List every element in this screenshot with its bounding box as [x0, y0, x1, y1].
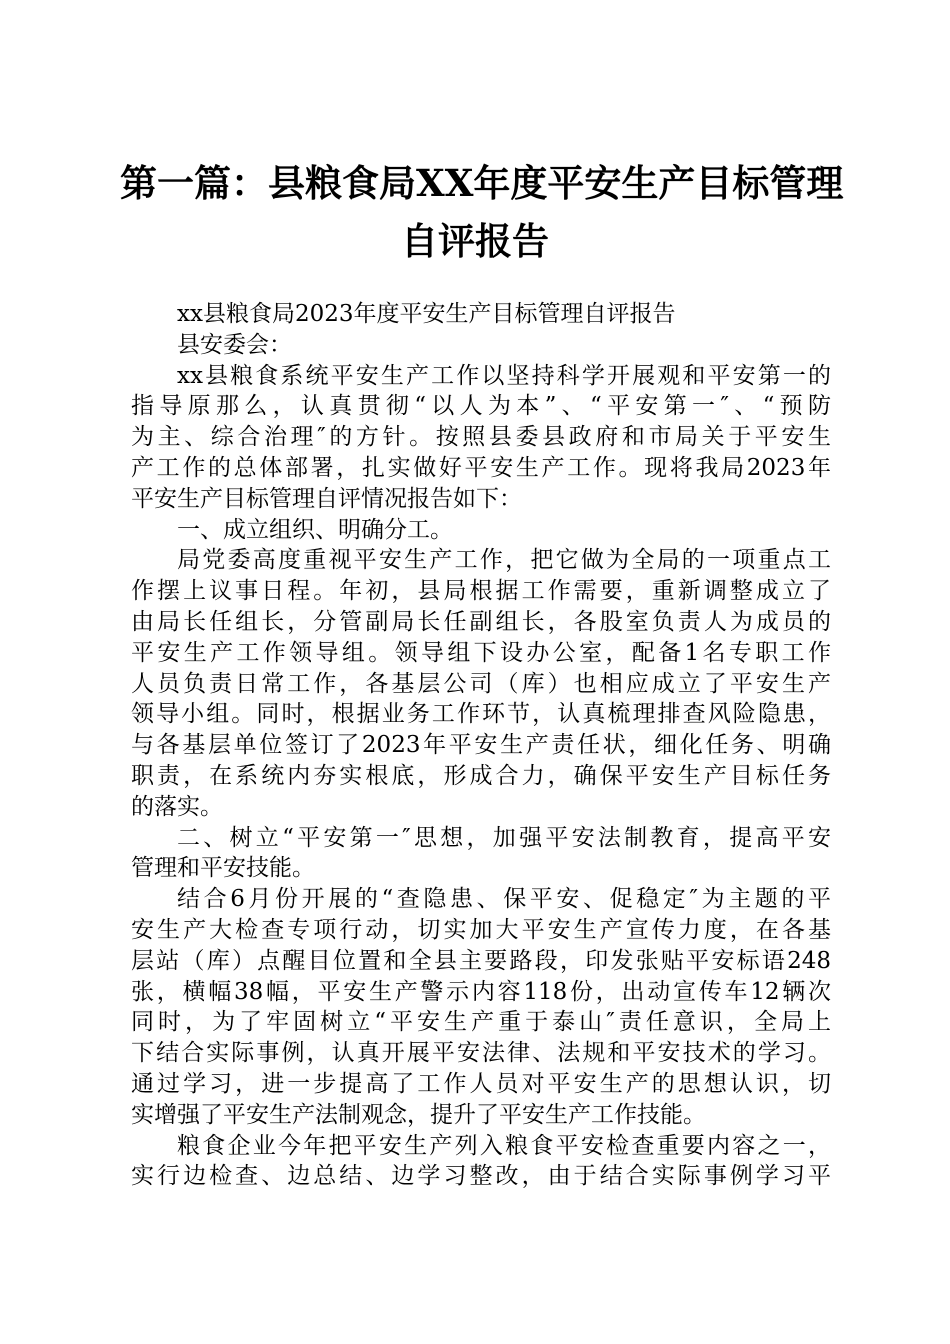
- body-line: 二、树立“平安第一″思想，加强平安法制教育，提高平安: [177, 824, 831, 851]
- body-line: 层站（库）点醒目位置和全县主要路段，印发张贴平安标语248: [131, 947, 831, 974]
- body-line: 一、成立组织、明确分工。: [177, 516, 453, 543]
- body-line: 领导小组。同时，根据业务工作环节，认真梳理排查风险隐患，: [131, 701, 831, 728]
- body-line: 粮食企业今年把平安生产列入粮食平安检查重要内容之一，: [177, 1132, 831, 1159]
- body-line: 下结合实际事例，认真开展平安法律、法规和平安技术的学习。: [131, 1040, 831, 1067]
- body-line: 指导原那么，认真贯彻“以人为本”、“平安第一″、“预防: [131, 393, 831, 420]
- body-line: 职责，在系统内夯实根底，形成合力，确保平安生产目标任务: [131, 762, 831, 789]
- body-line: 产工作的总体部署，扎实做好平安生产工作。现将我局2023年: [131, 454, 831, 481]
- body-line: xx县粮食局2023年度平安生产目标管理自评报告: [177, 301, 676, 327]
- body-line: 局党委高度重视平安生产工作，把它做为全局的一项重点工: [177, 547, 831, 574]
- body-line: 安生产大检查专项行动，切实加大平安生产宣传力度，在各基: [131, 916, 831, 943]
- body-line: 由局长任组长，分管副局长任副组长，各股室负责人为成员的: [131, 608, 831, 635]
- body-line: 张，横幅38幅，平安生产警示内容118份，出动宣传车12辆次: [131, 978, 831, 1005]
- document-title-line-1: 第一篇：县粮食局XX年度平安生产目标管理: [120, 161, 844, 205]
- body-line: 同时，为了牢固树立“平安生产重于泰山″责任意识，全局上: [131, 1009, 831, 1036]
- body-line: 管理和平安技能。: [131, 855, 315, 882]
- body-line: 县安委会：: [177, 331, 292, 358]
- body-line: 结合6月份开展的“查隐患、保平安、促稳定″为主题的平: [177, 886, 831, 913]
- document-body: [131, 299, 831, 1192]
- body-line: 的落实。: [131, 793, 223, 820]
- body-line: 实行边检查、边总结、边学习整改，由于结合实际事例学习平: [131, 1163, 831, 1190]
- body-line: 通过学习，进一步提高了工作人员对平安生产的思想认识，切: [131, 1070, 831, 1097]
- body-line: 为主、综合治理″的方针。按照县委县政府和市局关于平安生: [131, 424, 831, 451]
- body-line: 人员负责日常工作，各基层公司（库）也相应成立了平安生产: [131, 670, 831, 697]
- body-line: xx县粮食系统平安生产工作以坚持科学开展观和平安第一的: [177, 362, 831, 389]
- body-line: 平安生产目标管理自评情况报告如下：: [131, 485, 522, 512]
- body-line: 作摆上议事日程。年初，县局根据工作需要，重新调整成立了: [131, 578, 831, 605]
- document-title-line-2: 自评报告: [401, 219, 549, 263]
- body-line: 与各基层单位签订了2023年平安生产责任状，细化任务、明确: [131, 732, 831, 759]
- body-line: 平安生产工作领导组。领导组下设办公室，配备1名专职工作: [131, 639, 831, 666]
- body-line: 实增强了平安生产法制观念，提升了平安生产工作技能。: [131, 1101, 706, 1128]
